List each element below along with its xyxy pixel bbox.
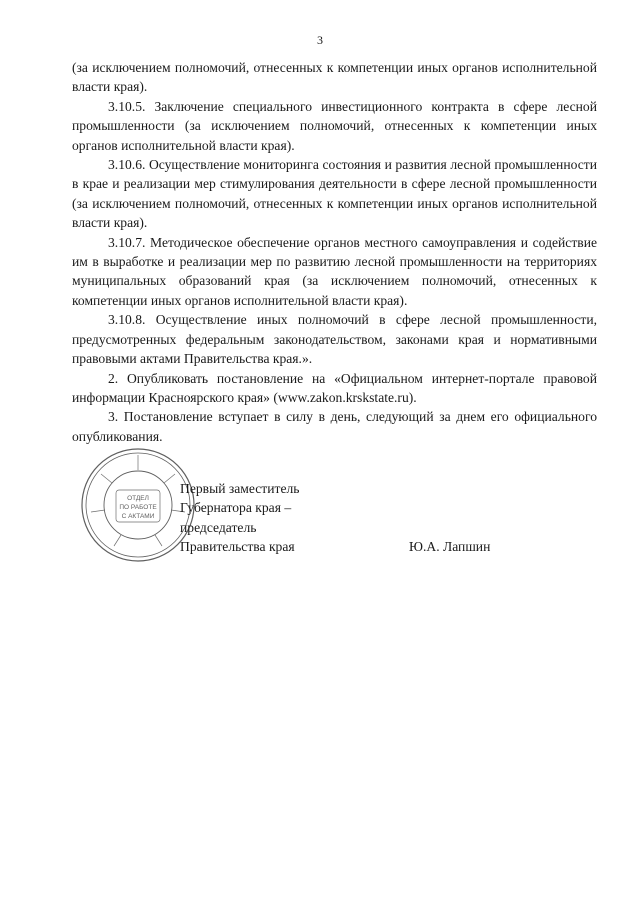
paragraph-3-10-5: 3.10.5. Заключение специального инвестиционного контракта в сфере лесной промышленности (за исключением полномочий, отнесенных к компетенции иных органов исполнительной власти края). [72, 98, 597, 153]
signatory-title-line: Губернатора края – [180, 500, 292, 516]
signatory-name: Ю.А. Лапшин [409, 539, 491, 554]
signatory-title-line: председатель [180, 519, 257, 535]
stamp-line-3: С АКТАМИ [121, 513, 155, 520]
document-body [72, 58, 597, 446]
signature-block [72, 479, 597, 579]
signatory-title-line: Первый заместитель [180, 481, 300, 496]
paragraph-3-10-8: 3.10.8. Осуществление иных полномочий в сфере лесной промышленности, предусмотренных федеральным законодательством, законами края и нормативными правовыми актами Правительства края.». [72, 312, 597, 367]
signatory-title-line: Правительства края [180, 539, 295, 555]
stamp-line-1: ОТДЕЛ [127, 495, 149, 502]
signatory-title [180, 479, 299, 557]
paragraph-effective-date: 3. Постановление вступает в силу в день, следующий за днем его официального опубликования. [72, 409, 597, 444]
paragraph-3-10-7: 3.10.7. Методическое обеспечение органов местного самоуправления и содействие им в выработке и реализации мер по развитию лесной промышленности на территориях муниципальных образований края (за исключением полномочий, отнесенных к компетенции иных органов исполнительной власти края). [72, 234, 597, 308]
paragraph-publish: 2. Опубликовать постановление на «Официальном интернет-портале правовой информации Красноярского края» (www.zakon.krskstate.ru). [72, 370, 597, 405]
paragraph-3-10-6: 3.10.6. Осуществление мониторинга состояния и развития лесной промышленности в крае и реализации мер стимулирования деятельности в сфере лесной промышленности (за исключением полномочий, отнесенных к компетенции иных органов исполнительной власти края). [72, 157, 597, 231]
paragraph-continuation: (за исключением полномочий, отнесенных к компетенции иных органов исполнительной власти края). [72, 60, 597, 95]
page-number: 3 [317, 33, 323, 47]
stamp-line-2: ПО РАБОТЕ [119, 504, 157, 511]
